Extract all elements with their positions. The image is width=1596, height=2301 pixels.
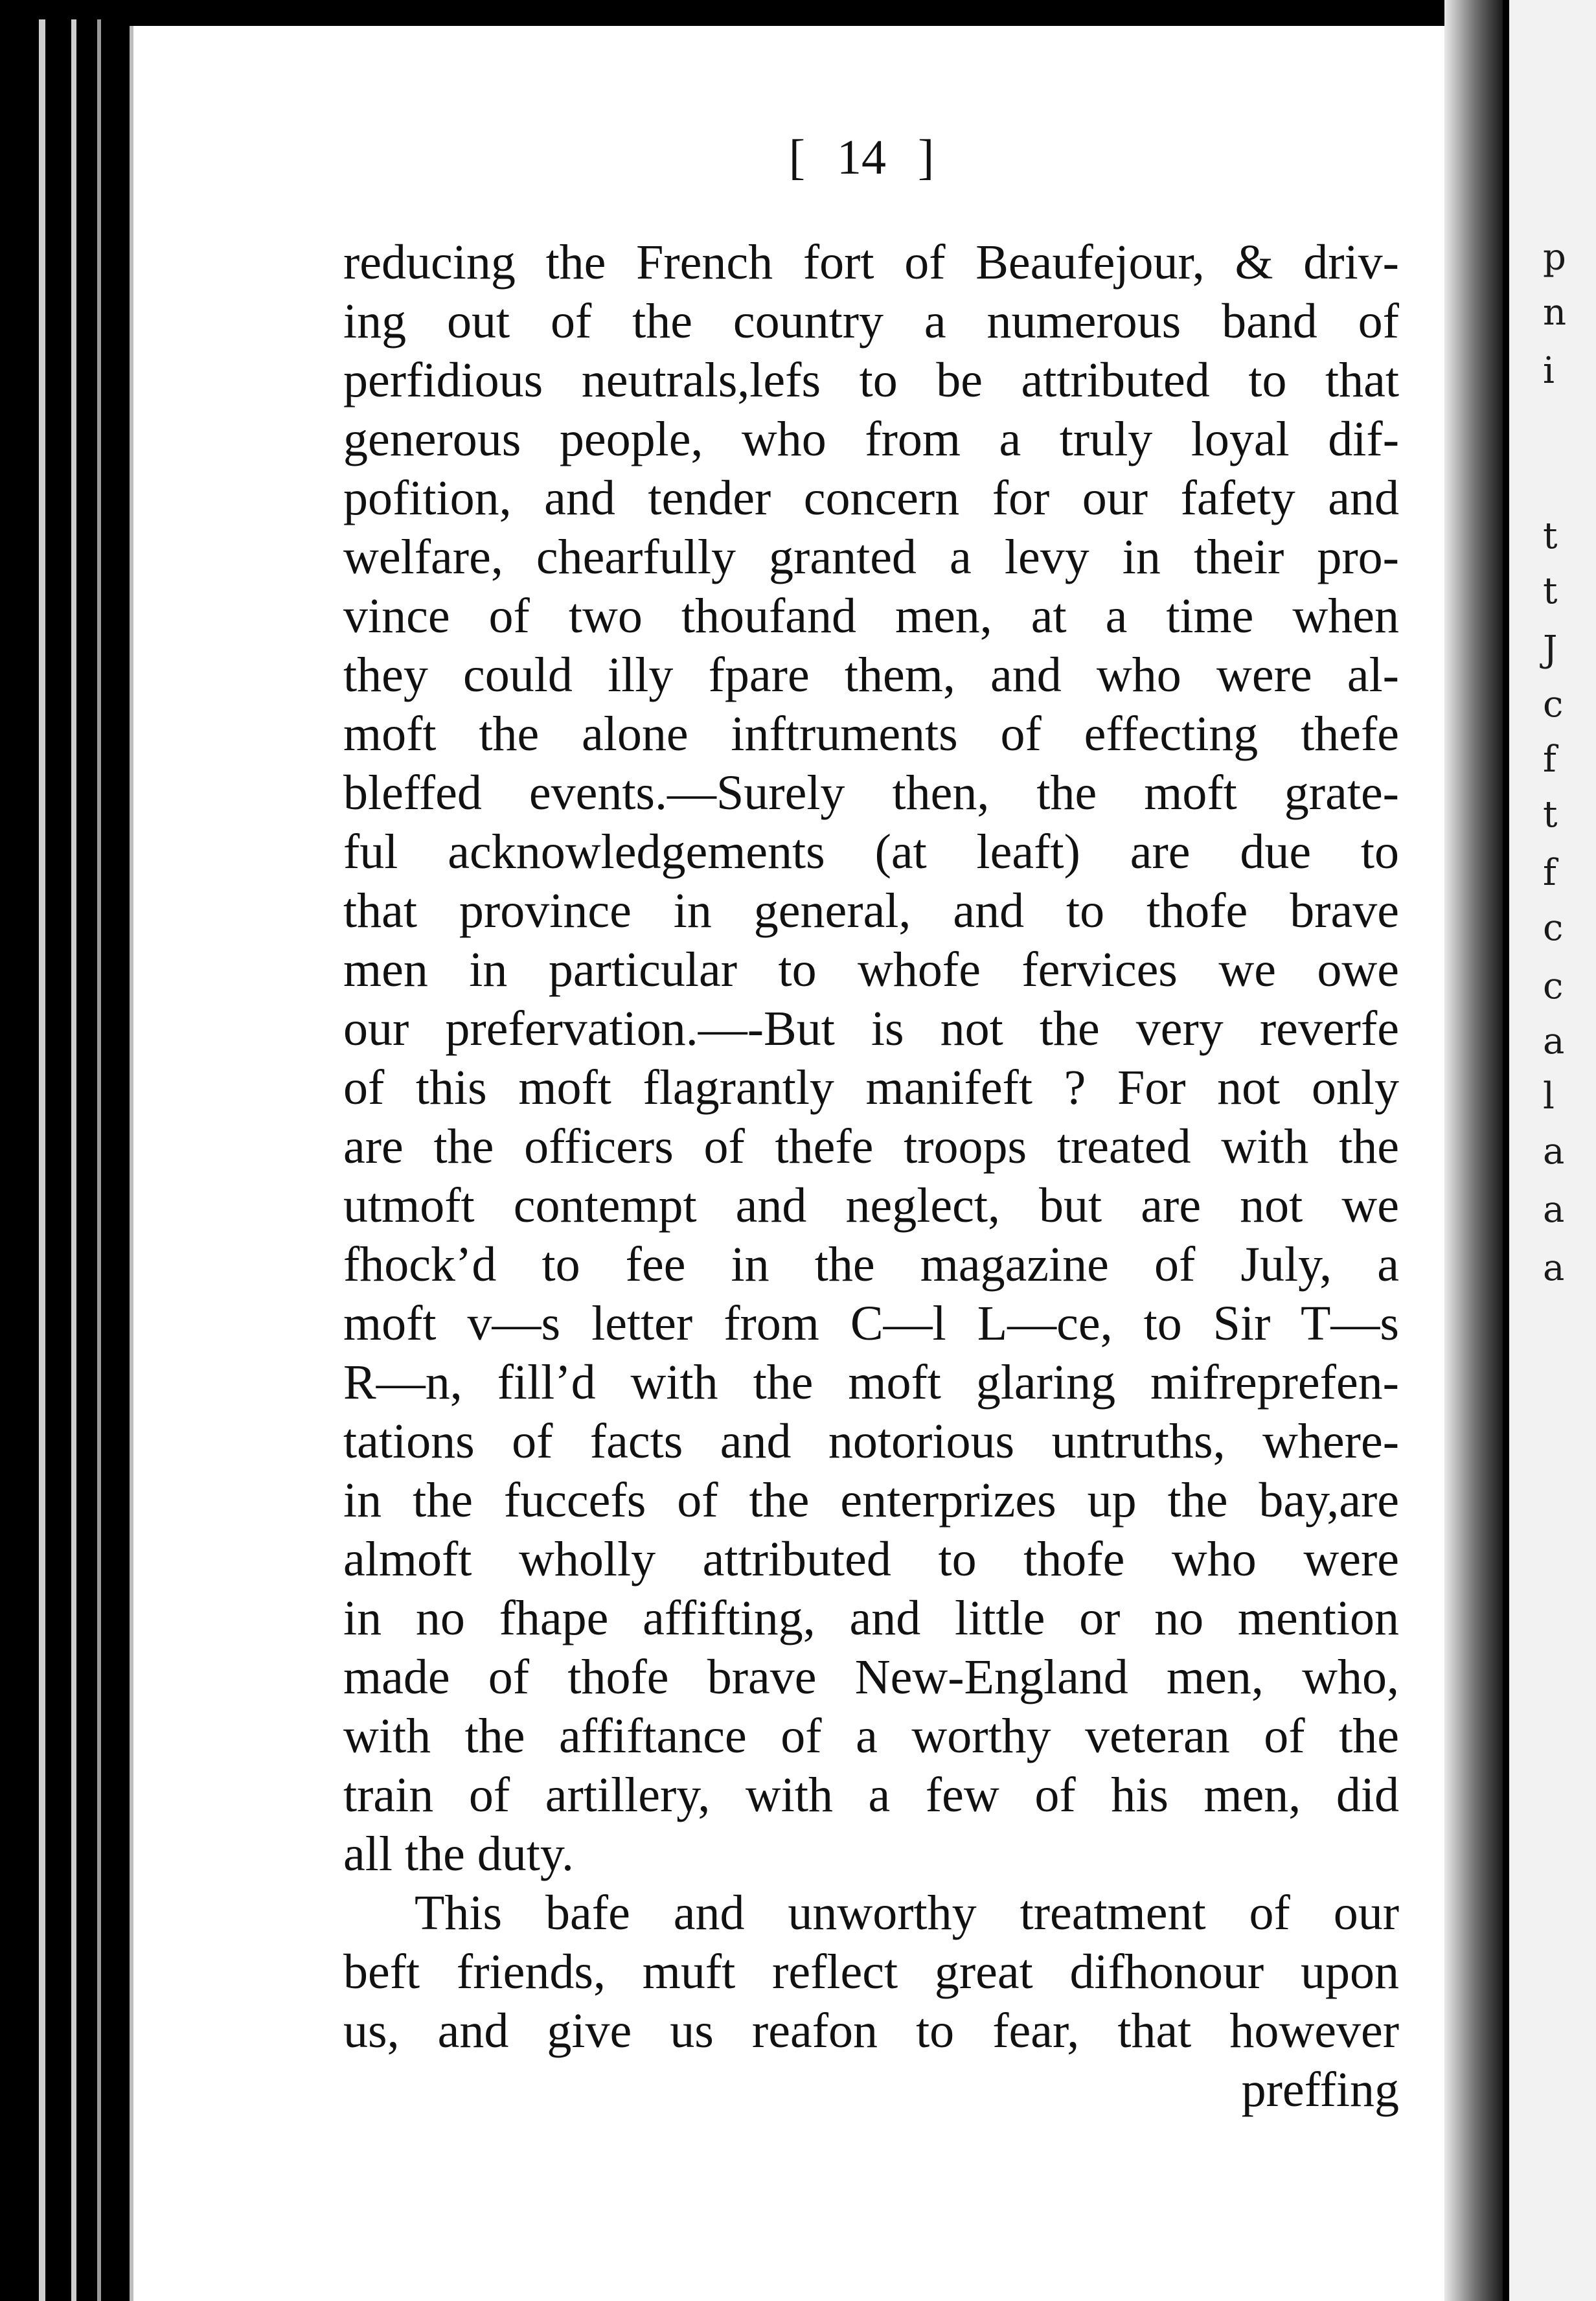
facing-page-char: t bbox=[1543, 794, 1558, 836]
text-line: welfare, chearfully granted a levy in their pro- bbox=[343, 530, 1399, 584]
facing-page-char: f bbox=[1543, 852, 1556, 894]
text-line: almoft wholly attributed to thofe who were bbox=[343, 1532, 1399, 1586]
text-line: generous people, who from a truly loyal dif- bbox=[343, 412, 1399, 466]
facing-page-char: a bbox=[1543, 1247, 1565, 1289]
text-line: our prefervation.—-But is not the very reverfe bbox=[343, 1002, 1399, 1056]
facing-page-edge bbox=[1509, 0, 1596, 2301]
facing-page-char: f bbox=[1543, 738, 1556, 781]
binding-edge bbox=[39, 19, 45, 2301]
text-line: moft v—s letter from C—l L—ce, to Sir T—s bbox=[343, 1296, 1399, 1351]
facing-page-char: n bbox=[1543, 292, 1567, 334]
text-line: men in particular to whofe fervices we owe bbox=[343, 943, 1399, 997]
text-line: This bafe and unworthy treatment of our bbox=[415, 1886, 1399, 1940]
body-text bbox=[343, 233, 1399, 2120]
text-line: utmoft contempt and neglect, but are not we bbox=[343, 1178, 1399, 1233]
page-fold-shadow bbox=[1444, 0, 1503, 2301]
text-line: train of artillery, with a few of his men, did bbox=[343, 1768, 1399, 1822]
facing-page-char: J bbox=[1543, 628, 1558, 670]
facing-page-char: c bbox=[1543, 683, 1564, 726]
text-line: fhock’d to fee in the magazine of July, a bbox=[343, 1237, 1399, 1292]
text-line: R—n, fill’d with the moft glaring mifreprefen- bbox=[343, 1355, 1399, 1410]
catchword: preffing bbox=[1241, 2063, 1399, 2117]
text-line: pofition, and tender concern for our fafety and bbox=[343, 471, 1399, 525]
text-line: made of thofe brave New-England men, who, bbox=[343, 1650, 1399, 1704]
text-line: perfidious neutrals,lefs to be attributed to that bbox=[343, 353, 1399, 407]
text-line: they could illy fpare them, and who were al- bbox=[343, 648, 1399, 702]
text-line: in no fhape affifting, and little or no mention bbox=[343, 1591, 1399, 1645]
text-line: moft the alone inftruments of effecting thefe bbox=[343, 707, 1399, 761]
facing-page-char: i bbox=[1543, 350, 1555, 392]
text-line: all the duty. bbox=[343, 1827, 574, 1881]
facing-page-char: t bbox=[1543, 570, 1558, 612]
text-line: vince of two thoufand men, at a time when bbox=[343, 589, 1399, 643]
text-line: us, and give us reafon to fear, that however bbox=[343, 2004, 1399, 2058]
page-number: [ 14 ] bbox=[788, 130, 935, 185]
binding-edge bbox=[71, 19, 76, 2301]
text-line: ing out of the country a numerous band of bbox=[343, 294, 1399, 349]
facing-page-char: c bbox=[1543, 965, 1564, 1007]
text-line: are the officers of thefe troops treated with the bbox=[343, 1119, 1399, 1174]
text-line: reducing the French fort of Beaufejour, & driv- bbox=[343, 235, 1399, 290]
text-line: of this moft flagrantly manifeft ? For not only bbox=[343, 1060, 1399, 1115]
text-line: ful acknowledgements (at leaft) are due to bbox=[343, 825, 1399, 879]
facing-page-char: a bbox=[1543, 1130, 1565, 1173]
text-line: with the affiftance of a worthy veteran of the bbox=[343, 1709, 1399, 1763]
text-line: tations of facts and notorious untruths, where- bbox=[343, 1414, 1399, 1469]
facing-page-char: t bbox=[1543, 515, 1558, 557]
text-line: beft friends, muft reflect great difhonour upon bbox=[343, 1945, 1399, 1999]
binding-edge bbox=[97, 19, 101, 2301]
facing-page-char: l bbox=[1543, 1075, 1555, 1117]
facing-page-char: a bbox=[1543, 1189, 1565, 1231]
text-line: bleffed events.—Surely then, the moft grate- bbox=[343, 766, 1399, 820]
facing-page-char: a bbox=[1543, 1020, 1565, 1062]
text-line: that province in general, and to thofe brave bbox=[343, 884, 1399, 938]
text-line: in the fuccefs of the enterprizes up the bay,are bbox=[343, 1473, 1399, 1528]
facing-page-char: p bbox=[1543, 236, 1566, 279]
facing-page-char: c bbox=[1543, 907, 1564, 949]
